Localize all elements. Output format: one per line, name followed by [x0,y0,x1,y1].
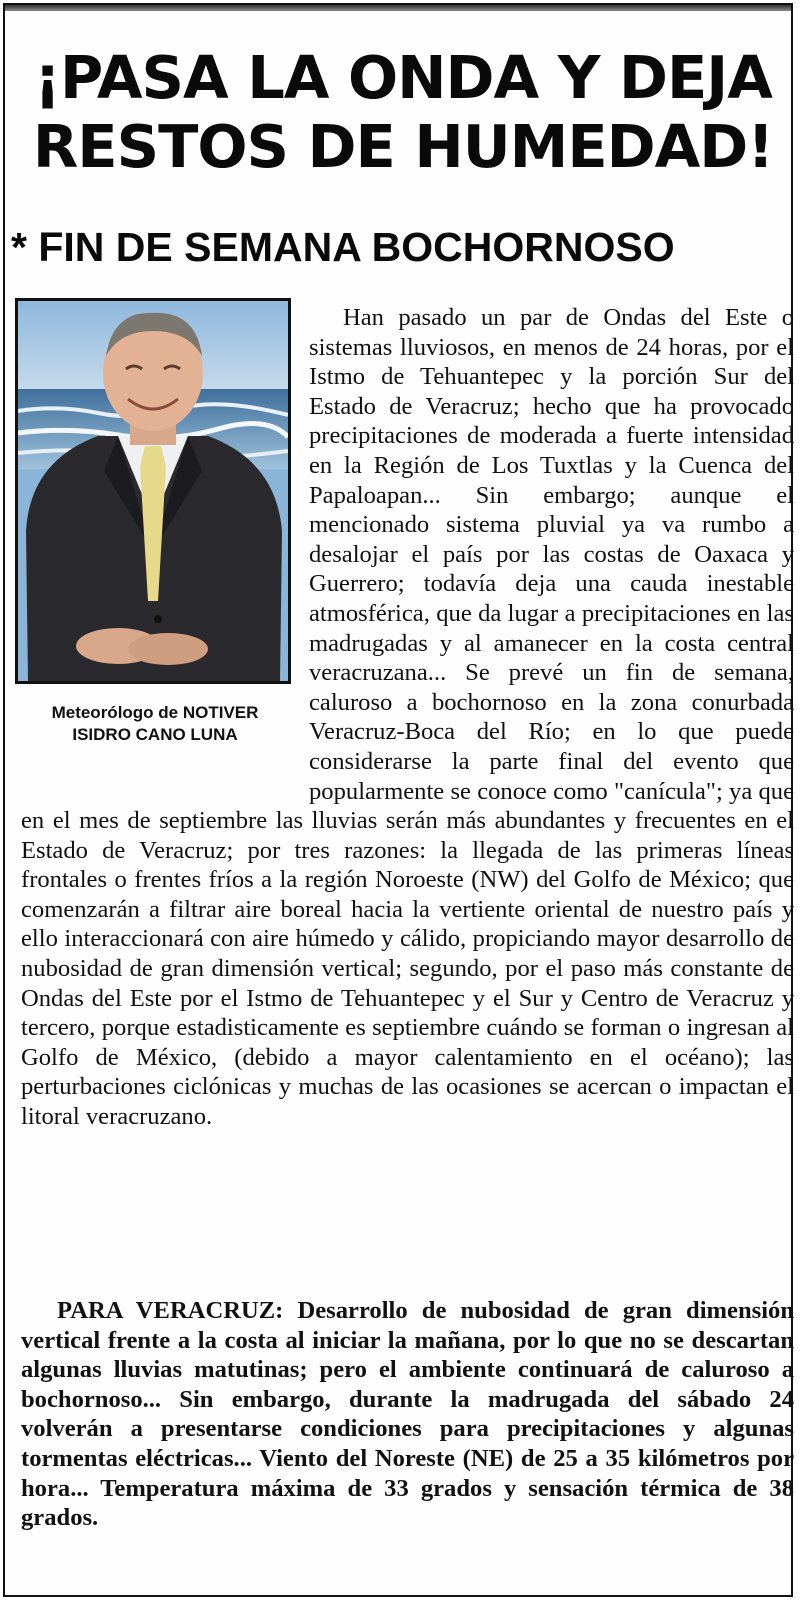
article-body [21,303,794,1132]
newspaper-clipping [3,3,793,1597]
caption-line-2: ISIDRO CANO LUNA [72,725,238,744]
top-rule [5,5,791,11]
headline: ¡PASA LA ONDA Y DEJA RESTOS DE HUMEDAD! [32,43,774,181]
photo-wrap-spacer [21,303,309,783]
forecast-text: PARA VERACRUZ: Desarrollo de nubosidad de gran dimensión vertical frente a la costa al iniciar la mañana, por lo que no se descartan algunas lluvias matutinas; pero el ambiente continuará de caluroso a bochornoso... Sin embargo, durante la madrugada del sábado 24 volverán a presentarse condiciones para precipitaciones y algunas tormentas eléctricas... Viento del Noreste (NE) de 25 a 35 kilómetros por hora... Temperatura máxima de 33 grados y sensación térmica de 38 grados. [21,1297,794,1532]
forecast-paragraph [21,1296,794,1533]
subheadline: * FIN DE SEMANA BOCHORNOSO [11,224,675,270]
article-text: Han pasado un par de Ondas del Este o sistemas lluviosos, en menos de 24 horas, por el Istmo de Tehuantepec y la porción Sur del Estado de Veracruz; hecho que ha provocado precipitaciones de moderada a fuerte intensidad en la Región de Los Tuxtlas y la Cuenca del Papaloapan... Sin embargo; aunque el mencionado sistema pluvial ya va rumbo a desalojar el país por las costas de Oaxaca y Guerrero; todavía deja una cauda inestable atmosférica, que da lugar a precipitaciones en las madrugadas y al amanecer en la costa central veracruzana... Se prevé un fin de semana, caluroso a bochornoso en la zona conurbada Veracruz-Boca del Río; en lo que puede considerarse la parte final del evento que popularmente se conoce como "canícula"; ya que en el mes de septiembre las lluvias serán más abundantes y frecuentes en el Estado de Veracruz; por tres razones: la llegada de las primeras líneas frontales o frentes fríos a la región Noroeste (NW) del Golfo de México; que comenzarán a filtrar aire boreal hacia la vertiente oriental de nuestro país y ello interaccionará con aire húmedo y cálido, propiciando mayor desarrollo de nubosidad de gran dimensión vertical; segundo, por el paso más constante de Ondas del Este por el Istmo de Tehuantepec y el Sur y Centro de Veracruz y tercero, porque estadisticamente es septiembre cuándo se forman o ingresan al Golfo de México, (debido a mayor calentamiento en el océano); las perturbaciones ciclónicas y muchas de las ocasiones se acercan o impactan el litoral veracruzano. [21,304,794,1131]
caption-line-1: Meteorólogo de NOTIVER [51,703,259,722]
